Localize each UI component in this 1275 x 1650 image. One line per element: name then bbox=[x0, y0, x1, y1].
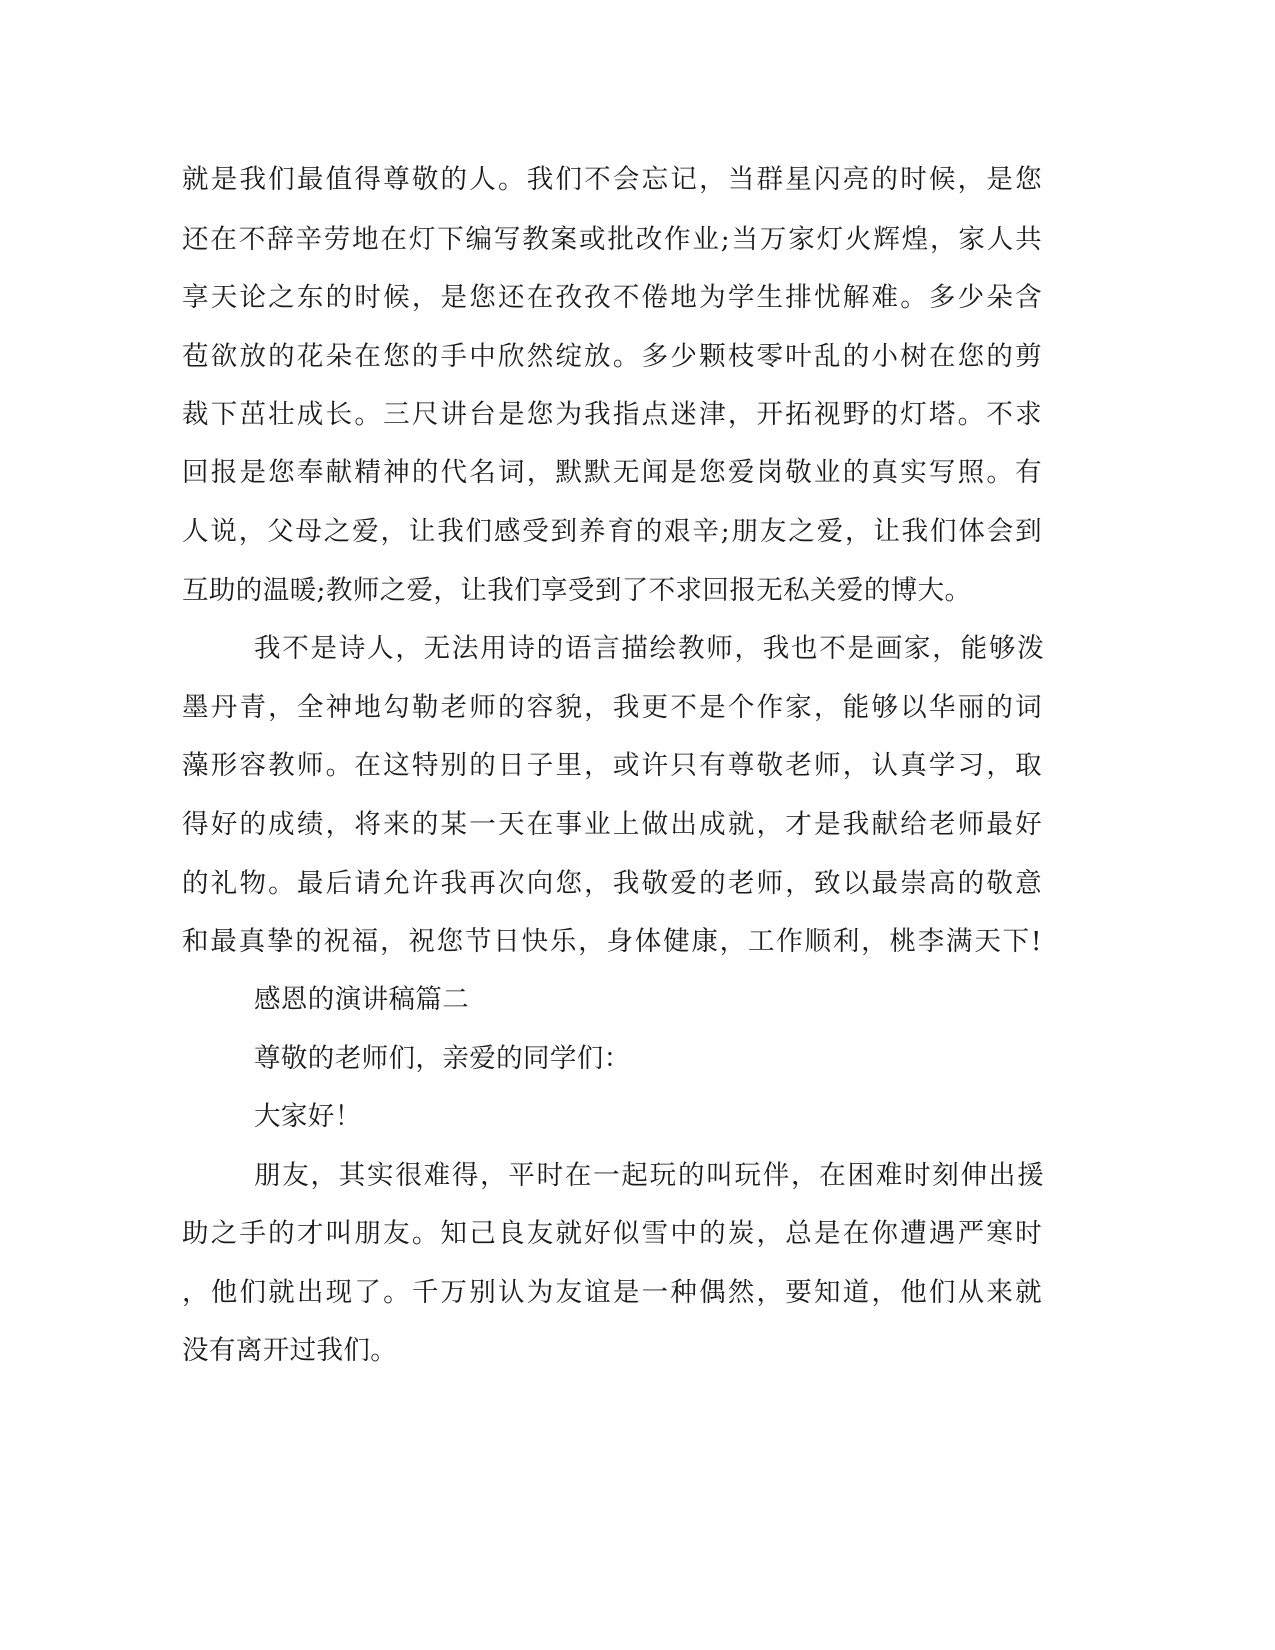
text-line: 苞欲放的花朵在您的手中欣然绽放。多少颗枝零叶乱的小树在您的剪 bbox=[182, 341, 1042, 372]
text-line: 回报是您奉献精神的代名词，默默无闻是您爱岗敬业的真实写照。有 bbox=[182, 457, 1042, 488]
paragraph-first-line: 我不是诗人，无法用诗的语言描绘教师，我也不是画家，能够泼 bbox=[254, 633, 1044, 664]
text-line: 的礼物。最后请允许我再次向您，我敬爱的老师，致以最崇高的敬意 bbox=[182, 868, 1042, 899]
section-title: 感恩的演讲稿篇二 bbox=[254, 984, 470, 1015]
text-line: 得好的成绩，将来的某一天在事业上做出成就，才是我献给老师最好 bbox=[182, 809, 1042, 840]
text-line: 裁下茁壮成长。三尺讲台是您为我指点迷津，开拓视野的灯塔。不求 bbox=[182, 399, 1042, 430]
text-line: 还在不辞辛劳地在灯下编写教案或批改作业;当万家灯火辉煌，家人共 bbox=[182, 224, 1042, 255]
text-line: 享天论之东的时候，是您还在孜孜不倦地为学生排忧解难。多少朵含 bbox=[182, 282, 1042, 313]
paragraph-first-line: 朋友，其实很难得，平时在一起玩的叫玩伴，在困难时刻伸出援 bbox=[254, 1160, 1044, 1191]
text-line: ，他们就出现了。千万别认为友谊是一种偶然，要知道，他们从来就 bbox=[182, 1277, 1042, 1308]
text-line: 没有离开过我们。 bbox=[182, 1335, 398, 1366]
text-line: 藻形容教师。在这特别的日子里，或许只有尊敬老师，认真学习，取 bbox=[182, 750, 1042, 781]
text-line: 就是我们最值得尊敬的人。我们不会忘记，当群星闪亮的时候，是您 bbox=[182, 164, 1042, 195]
greeting: 大家好！ bbox=[254, 1101, 362, 1132]
text-line: 人说，父母之爱，让我们感受到养育的艰辛;朋友之爱，让我们体会到 bbox=[182, 516, 1042, 547]
text-line: 和最真挚的祝福，祝您节日快乐，身体健康，工作顺利，桃李满天下! bbox=[182, 926, 1042, 957]
text-line: 墨丹青，全神地勾勒老师的容貌，我更不是个作家，能够以华丽的词 bbox=[182, 692, 1042, 723]
text-line: 互助的温暖;教师之爱，让我们享受到了不求回报无私关爱的博大。 bbox=[182, 575, 972, 606]
salutation: 尊敬的老师们，亲爱的同学们： bbox=[254, 1043, 631, 1074]
text-line: 助之手的才叫朋友。知己良友就好似雪中的炭，总是在你遭遇严寒时 bbox=[182, 1218, 1042, 1249]
